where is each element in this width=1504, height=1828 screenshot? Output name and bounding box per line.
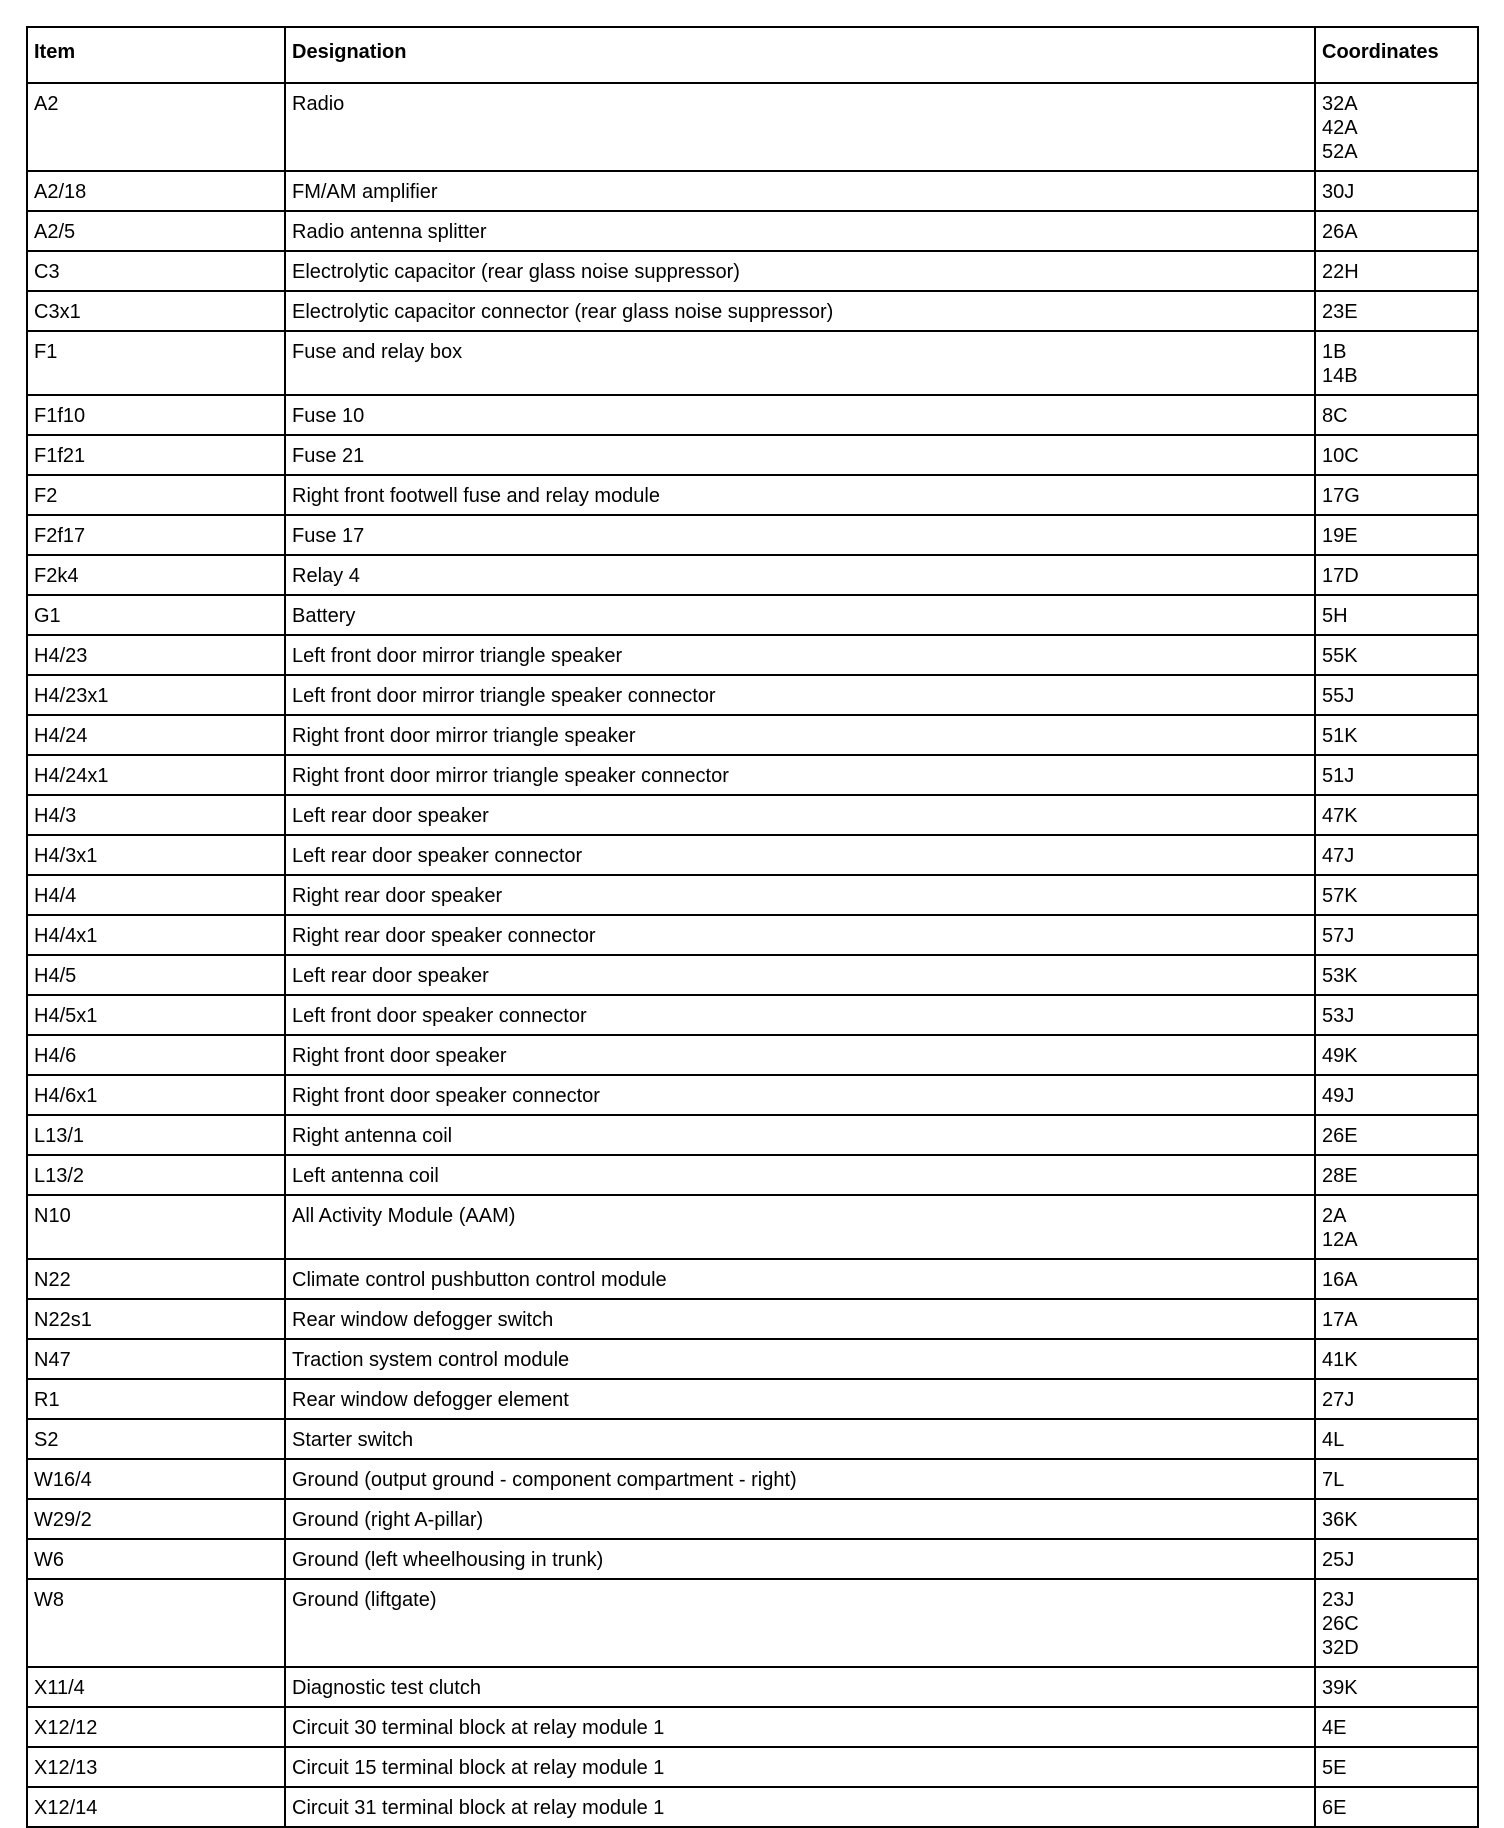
cell-item: A2/5 <box>27 211 285 251</box>
cell-item: N47 <box>27 1339 285 1379</box>
header-item: Item <box>27 27 285 83</box>
coordinate-value: 4L <box>1322 1429 1345 1451</box>
cell-coordinates <box>1315 211 1478 251</box>
table-row <box>27 1299 1478 1339</box>
coordinate-value: 25J <box>1322 1549 1355 1571</box>
cell-designation: Right antenna coil <box>285 1115 1315 1155</box>
table-row <box>27 1155 1478 1195</box>
table-body <box>27 83 1478 1827</box>
cell-coordinates <box>1315 995 1478 1035</box>
cell-coordinates <box>1315 171 1478 211</box>
cell-coordinates <box>1315 1379 1478 1419</box>
cell-coordinates <box>1315 955 1478 995</box>
table-row <box>27 1539 1478 1579</box>
table-row <box>27 1747 1478 1787</box>
cell-designation: Radio antenna splitter <box>285 211 1315 251</box>
coordinate-value: 17G <box>1322 485 1360 507</box>
cell-designation: Starter switch <box>285 1419 1315 1459</box>
cell-designation: FM/AM amplifier <box>285 171 1315 211</box>
cell-designation: Right front door speaker <box>285 1035 1315 1075</box>
header-designation: Designation <box>285 27 1315 83</box>
cell-item: S2 <box>27 1419 285 1459</box>
cell-coordinates <box>1315 1459 1478 1499</box>
table-row <box>27 171 1478 211</box>
cell-designation: Relay 4 <box>285 555 1315 595</box>
cell-designation: Circuit 30 terminal block at relay module 1 <box>285 1707 1315 1747</box>
cell-coordinates <box>1315 1579 1478 1667</box>
cell-item: H4/6x1 <box>27 1075 285 1115</box>
cell-coordinates <box>1315 251 1478 291</box>
coordinate-value: 7L <box>1322 1469 1345 1491</box>
table-row <box>27 675 1478 715</box>
cell-designation: Right rear door speaker <box>285 875 1315 915</box>
cell-designation: All Activity Module (AAM) <box>285 1195 1315 1259</box>
cell-item: A2/18 <box>27 171 285 211</box>
coordinate-value: 32D <box>1322 1637 1359 1659</box>
table-row <box>27 915 1478 955</box>
cell-designation: Diagnostic test clutch <box>285 1667 1315 1707</box>
cell-coordinates <box>1315 1787 1478 1827</box>
coordinate-value: 22H <box>1322 261 1359 283</box>
table-row <box>27 1259 1478 1299</box>
cell-coordinates <box>1315 915 1478 955</box>
coordinate-value: 16A <box>1322 1269 1358 1291</box>
cell-item: H4/6 <box>27 1035 285 1075</box>
table-row <box>27 995 1478 1035</box>
cell-item: F2f17 <box>27 515 285 555</box>
table-row <box>27 1787 1478 1827</box>
table-row <box>27 1499 1478 1539</box>
cell-item: H4/23x1 <box>27 675 285 715</box>
cell-item: F1f21 <box>27 435 285 475</box>
cell-coordinates <box>1315 635 1478 675</box>
cell-coordinates <box>1315 1667 1478 1707</box>
cell-item: A2 <box>27 83 285 171</box>
table-row <box>27 955 1478 995</box>
cell-coordinates <box>1315 515 1478 555</box>
coordinate-value: 26A <box>1322 221 1358 243</box>
cell-item: X12/13 <box>27 1747 285 1787</box>
coordinate-value: 53J <box>1322 1005 1355 1027</box>
coordinate-value: 53K <box>1322 965 1358 987</box>
coordinate-value: 10C <box>1322 445 1359 467</box>
cell-item: L13/2 <box>27 1155 285 1195</box>
coordinate-value: 51J <box>1322 765 1355 787</box>
table-row <box>27 1075 1478 1115</box>
coordinate-value: 30J <box>1322 181 1355 203</box>
cell-designation: Ground (output ground - component compartment - right) <box>285 1459 1315 1499</box>
cell-designation: Right front door mirror triangle speaker <box>285 715 1315 755</box>
cell-designation: Radio <box>285 83 1315 171</box>
cell-coordinates <box>1315 1539 1478 1579</box>
cell-designation: Traction system control module <box>285 1339 1315 1379</box>
cell-designation: Left rear door speaker <box>285 955 1315 995</box>
cell-item: F2 <box>27 475 285 515</box>
table-row <box>27 755 1478 795</box>
cell-coordinates <box>1315 755 1478 795</box>
cell-item: C3 <box>27 251 285 291</box>
table-row <box>27 795 1478 835</box>
table-row <box>27 875 1478 915</box>
cell-item: W8 <box>27 1579 285 1667</box>
cell-designation: Right front door speaker connector <box>285 1075 1315 1115</box>
table-row <box>27 1667 1478 1707</box>
coordinate-value: 57K <box>1322 885 1358 907</box>
cell-item: N10 <box>27 1195 285 1259</box>
coordinate-value: 57J <box>1322 925 1355 947</box>
cell-item: H4/5 <box>27 955 285 995</box>
cell-item: H4/4x1 <box>27 915 285 955</box>
table-row <box>27 1195 1478 1259</box>
cell-coordinates <box>1315 1747 1478 1787</box>
cell-coordinates <box>1315 395 1478 435</box>
cell-item: X12/14 <box>27 1787 285 1827</box>
coordinate-value: 47K <box>1322 805 1358 827</box>
cell-designation: Battery <box>285 595 1315 635</box>
cell-designation: Climate control pushbutton control module <box>285 1259 1315 1299</box>
header-row <box>27 27 1478 83</box>
coordinate-value: 47J <box>1322 845 1355 867</box>
table-row <box>27 1707 1478 1747</box>
cell-item: W6 <box>27 1539 285 1579</box>
cell-coordinates <box>1315 715 1478 755</box>
cell-coordinates <box>1315 435 1478 475</box>
cell-designation: Circuit 31 terminal block at relay module 1 <box>285 1787 1315 1827</box>
cell-item: H4/24 <box>27 715 285 755</box>
coordinate-value: 5E <box>1322 1757 1347 1779</box>
cell-item: W29/2 <box>27 1499 285 1539</box>
coordinate-value: 55K <box>1322 645 1358 667</box>
table-row <box>27 515 1478 555</box>
table-row <box>27 291 1478 331</box>
coordinate-value: 49K <box>1322 1045 1358 1067</box>
cell-designation: Left front door mirror triangle speaker <box>285 635 1315 675</box>
coordinate-value: 6E <box>1322 1797 1347 1819</box>
cell-coordinates <box>1315 555 1478 595</box>
coordinate-value: 1B <box>1322 341 1347 363</box>
cell-designation: Rear window defogger switch <box>285 1299 1315 1339</box>
table-row <box>27 1379 1478 1419</box>
table-row <box>27 435 1478 475</box>
cell-item: X12/12 <box>27 1707 285 1747</box>
coordinate-value: 49J <box>1322 1085 1355 1107</box>
cell-coordinates <box>1315 1299 1478 1339</box>
cell-designation: Rear window defogger element <box>285 1379 1315 1419</box>
cell-item: H4/24x1 <box>27 755 285 795</box>
coordinate-value: 39K <box>1322 1677 1358 1699</box>
cell-item: W16/4 <box>27 1459 285 1499</box>
cell-coordinates <box>1315 795 1478 835</box>
cell-coordinates <box>1315 1259 1478 1299</box>
cell-coordinates <box>1315 1035 1478 1075</box>
table-row <box>27 251 1478 291</box>
coordinate-value: 14B <box>1322 365 1358 387</box>
cell-item: H4/23 <box>27 635 285 675</box>
table-row <box>27 595 1478 635</box>
table-row <box>27 715 1478 755</box>
cell-designation: Electrolytic capacitor (rear glass noise suppressor) <box>285 251 1315 291</box>
table-row <box>27 1419 1478 1459</box>
cell-item: N22s1 <box>27 1299 285 1339</box>
cell-coordinates <box>1315 1115 1478 1155</box>
coordinate-value: 4E <box>1322 1717 1347 1739</box>
cell-coordinates <box>1315 475 1478 515</box>
cell-item: L13/1 <box>27 1115 285 1155</box>
cell-designation: Left rear door speaker <box>285 795 1315 835</box>
cell-item: H4/3x1 <box>27 835 285 875</box>
cell-designation: Left rear door speaker connector <box>285 835 1315 875</box>
cell-item: R1 <box>27 1379 285 1419</box>
cell-designation: Fuse 17 <box>285 515 1315 555</box>
table-row <box>27 835 1478 875</box>
cell-coordinates <box>1315 291 1478 331</box>
cell-designation: Fuse and relay box <box>285 331 1315 395</box>
cell-coordinates <box>1315 1339 1478 1379</box>
cell-item: H4/5x1 <box>27 995 285 1035</box>
coordinate-value: 27J <box>1322 1389 1355 1411</box>
coordinate-value: 26E <box>1322 1125 1358 1147</box>
cell-item: F1f10 <box>27 395 285 435</box>
coordinate-value: 51K <box>1322 725 1358 747</box>
cell-coordinates <box>1315 1499 1478 1539</box>
table-row <box>27 211 1478 251</box>
coordinate-value: 28E <box>1322 1165 1358 1187</box>
cell-designation: Left antenna coil <box>285 1155 1315 1195</box>
coordinate-value: 2A <box>1322 1205 1347 1227</box>
table-row <box>27 635 1478 675</box>
coordinate-value: 52A <box>1322 141 1358 163</box>
cell-designation: Ground (left wheelhousing in trunk) <box>285 1539 1315 1579</box>
table-row <box>27 1339 1478 1379</box>
table-row <box>27 395 1478 435</box>
coordinate-value: 32A <box>1322 93 1358 115</box>
coordinate-value: 12A <box>1322 1229 1358 1251</box>
coordinate-value: 41K <box>1322 1349 1358 1371</box>
cell-designation: Right front door mirror triangle speaker connector <box>285 755 1315 795</box>
coordinate-value: 36K <box>1322 1509 1358 1531</box>
cell-item: F1 <box>27 331 285 395</box>
table-row <box>27 1115 1478 1155</box>
cell-coordinates <box>1315 835 1478 875</box>
cell-item: H4/4 <box>27 875 285 915</box>
coordinate-value: 42A <box>1322 117 1358 139</box>
coordinate-value: 8C <box>1322 405 1348 427</box>
cell-designation: Fuse 21 <box>285 435 1315 475</box>
cell-item: G1 <box>27 595 285 635</box>
table-row <box>27 555 1478 595</box>
cell-designation: Right rear door speaker connector <box>285 915 1315 955</box>
coordinate-value: 19E <box>1322 525 1358 547</box>
table-row <box>27 1459 1478 1499</box>
cell-item: H4/3 <box>27 795 285 835</box>
table-row <box>27 1579 1478 1667</box>
cell-designation: Circuit 15 terminal block at relay module 1 <box>285 1747 1315 1787</box>
table-row <box>27 331 1478 395</box>
coordinate-value: 5H <box>1322 605 1348 627</box>
cell-designation: Ground (liftgate) <box>285 1579 1315 1667</box>
cell-item: X11/4 <box>27 1667 285 1707</box>
cell-coordinates <box>1315 331 1478 395</box>
cell-coordinates <box>1315 1155 1478 1195</box>
cell-item: N22 <box>27 1259 285 1299</box>
header-coordinates: Coordinates <box>1315 27 1478 83</box>
cell-coordinates <box>1315 875 1478 915</box>
cell-coordinates <box>1315 595 1478 635</box>
coordinate-value: 23E <box>1322 301 1358 323</box>
coordinate-value: 17A <box>1322 1309 1358 1331</box>
cell-item: F2k4 <box>27 555 285 595</box>
cell-coordinates <box>1315 1075 1478 1115</box>
cell-item: C3x1 <box>27 291 285 331</box>
table-row <box>27 83 1478 171</box>
cell-coordinates <box>1315 675 1478 715</box>
table-row <box>27 475 1478 515</box>
table-row <box>27 1035 1478 1075</box>
coordinate-value: 26C <box>1322 1613 1359 1635</box>
cell-coordinates <box>1315 1707 1478 1747</box>
cell-coordinates <box>1315 83 1478 171</box>
coordinate-value: 23J <box>1322 1589 1355 1611</box>
cell-designation: Left front door speaker connector <box>285 995 1315 1035</box>
cell-designation: Right front footwell fuse and relay module <box>285 475 1315 515</box>
cell-designation: Ground (right A-pillar) <box>285 1499 1315 1539</box>
component-legend-table <box>26 26 1479 1828</box>
cell-designation: Left front door mirror triangle speaker connector <box>285 675 1315 715</box>
cell-coordinates <box>1315 1419 1478 1459</box>
coordinate-value: 17D <box>1322 565 1359 587</box>
coordinate-value: 55J <box>1322 685 1355 707</box>
cell-designation: Fuse 10 <box>285 395 1315 435</box>
cell-designation: Electrolytic capacitor connector (rear glass noise suppressor) <box>285 291 1315 331</box>
cell-coordinates <box>1315 1195 1478 1259</box>
